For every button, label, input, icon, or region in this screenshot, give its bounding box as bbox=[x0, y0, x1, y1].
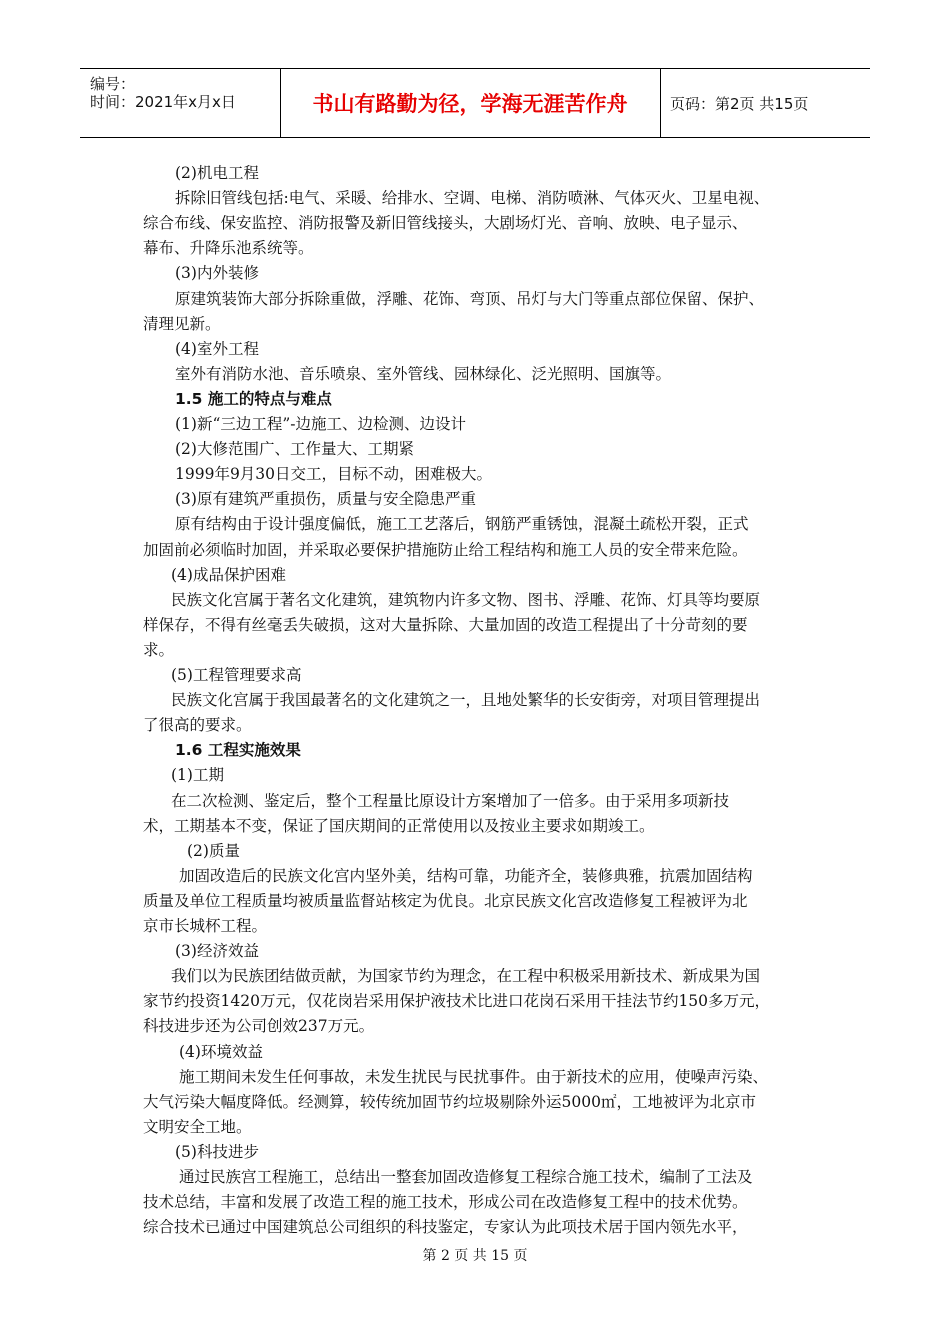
body-line: (2)质量 bbox=[187, 841, 240, 860]
header-page-info: 页码：第2页 共15页 bbox=[670, 94, 809, 113]
body-line: 幕布、升降乐池系统等。 bbox=[143, 239, 314, 258]
body-line: (4)成品保护困难 bbox=[171, 565, 286, 584]
body-line: 加固改造后的民族文化宫内坚外美，结构可靠，功能齐全，装修典雅，抗震加固结构 bbox=[179, 866, 753, 885]
body-line: 室外有消防水池、音乐喷泉、室外管线、园林绿化、泛光照明、国旗等。 bbox=[175, 364, 672, 383]
page-footer: 第 2 页 共 15 页 bbox=[422, 1248, 528, 1264]
body-line: 求。 bbox=[143, 640, 175, 659]
body-line: (5)工程管理要求高 bbox=[171, 666, 302, 684]
body-line: 原建筑装饰大部分拆除重做，浮雕、花饰、弯顶、吊灯与大门等重点部位保留、保护、 bbox=[175, 289, 765, 308]
body-line: (3)内外装修 bbox=[175, 264, 259, 283]
body-line: (1)新“三边工程”-边施工、边检测、边设计 bbox=[175, 415, 467, 433]
body-line: 大气污染大幅度降低。经测算，较传统加固节约垃圾剔除外运5000㎡，工地被评为北京市 bbox=[143, 1092, 756, 1111]
body-line: 施工期间未发生任何事故，未发生扰民与民扰事件。由于新技术的应用，使噪声污染、 bbox=[179, 1067, 769, 1086]
page-header bbox=[80, 68, 870, 138]
body-line: 家节约投资1420万元，仅花岗岩采用保护液技术比进口花岗石采用干挂法节约150多万元， bbox=[143, 992, 771, 1011]
header-date-label: 时间：2021年x月x日 bbox=[90, 93, 236, 111]
section-heading: 1.5 施工的特点与难点 bbox=[175, 389, 332, 408]
body-line: (3)经济效益 bbox=[175, 942, 259, 961]
body-line: (4)环境效益 bbox=[179, 1042, 263, 1061]
body-line: (5)科技进步 bbox=[175, 1142, 259, 1161]
body-line: (2)大修范围广、工作量大、工期紧 bbox=[175, 440, 414, 459]
body-line: 样保存，不得有丝毫丢失破损，这对大量拆除、大量加固的改造工程提出了十分苛刻的要 bbox=[143, 615, 748, 634]
body-line: (3)原有建筑严重损伤，质量与安全隐患严重 bbox=[175, 490, 476, 509]
body-line: (1)工期 bbox=[171, 766, 224, 785]
body-line: 科技进步还为公司创效237万元。 bbox=[143, 1017, 375, 1036]
body-line: 我们以为民族团结做贡献，为国家节约为理念，在工程中积极采用新技术、新成果为国 bbox=[171, 967, 761, 986]
body-line: (2)机电工程 bbox=[175, 164, 259, 182]
body-line: 1999年9月30日交工，目标不动，困难极大。 bbox=[175, 465, 493, 484]
header-number-label: 编号： bbox=[90, 75, 136, 93]
body-line: 综合布线、保安监控、消防报警及新旧管线接头，大剧场灯光、音响、放映、电子显示、 bbox=[143, 214, 748, 233]
header-meta-cell bbox=[80, 69, 280, 137]
body-line: 京市长城杯工程。 bbox=[143, 917, 268, 935]
body-line: 民族文化宫属于我国最著名的文化建筑之一，且地处繁华的长安街旁，对项目管理提出 bbox=[171, 691, 761, 710]
body-line: 了很高的要求。 bbox=[143, 716, 252, 735]
body-line: 民族文化宫属于著名文化建筑，建筑物内许多文物、图书、浮雕、花饰、灯具等均要原 bbox=[171, 590, 761, 609]
body-line: 技术总结，丰富和发展了改造工程的施工技术，形成公司在改造修复工程中的技术优势。 bbox=[143, 1193, 748, 1212]
body-line: (4)室外工程 bbox=[175, 339, 259, 358]
body-line: 加固前必须临时加固，并采取必要保护措施防止给工程结构和施工人员的安全带来危险。 bbox=[143, 540, 748, 559]
header-divider bbox=[280, 69, 281, 137]
body-line: 文明安全工地。 bbox=[143, 1117, 252, 1136]
body-line: 术，工期基本不变，保证了国庆期间的正常使用以及按业主要求如期竣工。 bbox=[143, 816, 655, 835]
body-line: 拆除旧管线包括:电气、采暖、给排水、空调、电梯、消防喷淋、气体灭火、卫星电视、 bbox=[175, 189, 770, 208]
body-line: 通过民族宫工程施工，总结出一整套加固改造修复工程综合施工技术，编制了工法及 bbox=[179, 1168, 753, 1186]
header-motto: 书山有路勤为径，学海无涯苦作舟 bbox=[312, 92, 628, 116]
body-line: 质量及单位工程质量均被质量监督站核定为优良。北京民族文化宫改造修复工程被评为北 bbox=[143, 891, 748, 910]
section-heading: 1.6 工程实施效果 bbox=[175, 741, 301, 760]
header-divider bbox=[660, 69, 661, 137]
body-line: 在二次检测、鉴定后，整个工程量比原设计方案增加了一倍多。由于采用多项新技 bbox=[171, 791, 730, 810]
body-line: 原有结构由于设计强度偏低，施工工艺落后，钢筋严重锈蚀，混凝土疏松开裂，正式 bbox=[175, 515, 749, 534]
body-line: 综合技术已通过中国建筑总公司组织的科技鉴定，专家认为此项技术居于国内领先水平， bbox=[143, 1218, 748, 1237]
body-line: 清理见新。 bbox=[143, 314, 221, 333]
